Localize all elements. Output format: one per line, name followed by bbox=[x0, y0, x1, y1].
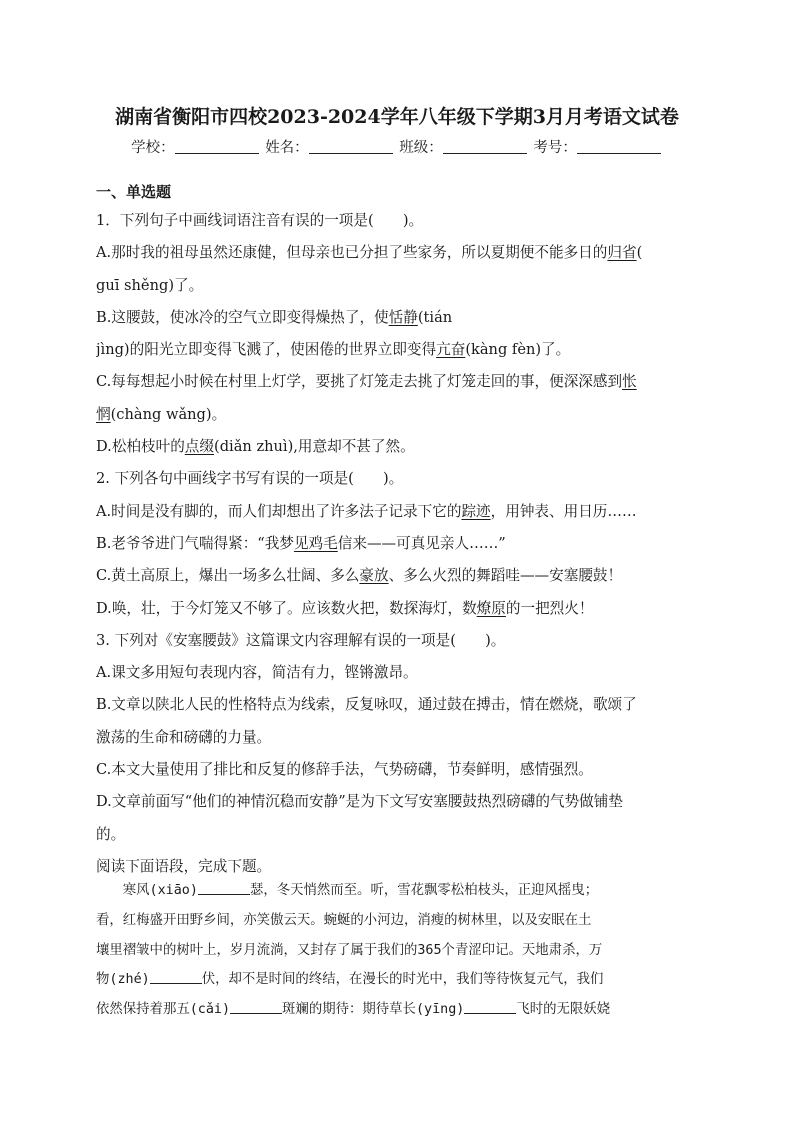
q1-stem: 1．下列句子中画线词语注音有误的一项是( )。 bbox=[96, 212, 424, 229]
q3-stem: 3. 下列对《安塞腰鼓》这篇课文内容理解有误的一项是( )。 bbox=[96, 631, 506, 649]
q1-option-a: A.那时我的祖母虽然还康健，但母亲也已分担了些家务，所以夏期便不能多日的归省( bbox=[96, 244, 643, 262]
questions-body bbox=[96, 205, 702, 883]
name-label: 姓名： bbox=[265, 140, 309, 156]
q1-option-b-cont: jìng)的阳光立即变得飞溅了，使困倦的世界立即变得亢奋(kàng fèn)了。 bbox=[96, 341, 571, 359]
q3-option-d: D.文章前面写“他们的神情沉稳而安静”是为下文写安塞腰鼓热烈磅礴的气势做铺垫 bbox=[96, 793, 623, 811]
q2-option-d: D.唤，壮，于今灯笼又不够了。应该数火把，数探海灯，数燎原的一把烈火！ bbox=[96, 599, 594, 617]
q1-option-a-cont: guī shěng)了。 bbox=[96, 276, 204, 294]
passage-line-5: 依然保持着那五(cǎi) 斑斓的期待：期待草长(yīng) 飞时的无限妖娆 bbox=[96, 1002, 611, 1018]
fill-blank-3[interactable] bbox=[230, 1000, 282, 1014]
q3-option-b: B.文章以陕北人民的性格特点为线索，反复咏叹，通过鼓在搏击，情在燃烧，歌颂了 bbox=[96, 696, 637, 714]
reading-intro: 阅读下面语段，完成下题。 bbox=[96, 857, 272, 875]
q1-option-b: B.这腰鼓，使冰冷的空气立即变得燥热了，使恬静(tián bbox=[96, 308, 453, 326]
q3-option-c: C.本文大量使用了排比和反复的修辞手法，气势磅礴，节奏鲜明，感情强烈。 bbox=[96, 761, 593, 779]
q1-b-underline-2: 亢奋 bbox=[436, 341, 466, 359]
name-blank[interactable] bbox=[309, 139, 393, 154]
fill-blank-2[interactable] bbox=[150, 970, 202, 984]
number-label: 考号： bbox=[533, 140, 577, 156]
passage-line-3: 壤里褶皱中的树叶上，岁月流淌，又封存了属于我们的365个青涩印记。天地肃杀，万 bbox=[96, 942, 603, 958]
q2-a-underline: 踪迹 bbox=[461, 502, 491, 520]
q2-option-c: C.黄土高原上，爆出一场多么壮阔、多么豪放、多么火烈的舞蹈哇——安塞腰鼓！ bbox=[96, 567, 623, 585]
q2-c-underline: 豪放 bbox=[359, 567, 389, 585]
q3-option-a: A.课文多用短句表现内容，简洁有力，铿锵激昂。 bbox=[96, 664, 418, 682]
q1-option-c: C.每每想起小时候在村里上灯学，要挑了灯笼走去挑了灯笼走回的事，便深深感到怅 bbox=[96, 373, 637, 391]
number-blank[interactable] bbox=[577, 139, 661, 154]
exam-title: 湖南省衡阳市四校2023-2024学年八年级下学期3月月考语文试卷 bbox=[115, 106, 679, 128]
q2-b-underline: 见鸡毛 bbox=[293, 534, 338, 552]
q1-c-underline-1: 怅 bbox=[622, 373, 637, 391]
section-heading: 一、单选题 bbox=[96, 183, 172, 201]
student-info-line bbox=[0, 136, 794, 157]
passage-line-2: 看，红梅盛开田野乡间，亦笑傲云天。蜿蜒的小河边，消瘦的树林里，以及安眠在土 bbox=[96, 912, 592, 928]
q1-a-underline: 归省 bbox=[607, 244, 637, 262]
reading-passage bbox=[96, 876, 702, 1025]
q3-option-b-cont: 激荡的生命和磅礴的力量。 bbox=[96, 728, 272, 746]
q1-c-underline-2: 惘 bbox=[96, 405, 111, 423]
q2-option-b: B.老爷爷进门气喘得紧：“我梦见鸡毛信来——可真见亲人……” bbox=[96, 534, 506, 552]
fill-blank-4[interactable] bbox=[464, 1000, 516, 1014]
school-label: 学校： bbox=[131, 140, 175, 156]
q1-option-c-cont: 惘(chàng wǎng)。 bbox=[96, 405, 227, 423]
class-label: 班级： bbox=[399, 140, 443, 156]
passage-line-4: 物(zhé) 伏，却不是时间的终结，在漫长的时光中，我们等待恢复元气，我们 bbox=[96, 972, 604, 988]
q1-d-underline: 点缀 bbox=[184, 438, 214, 456]
q3-option-d-cont: 的。 bbox=[96, 825, 126, 843]
q2-stem: 2. 下列各句中画线字书写有误的一项是( )。 bbox=[96, 470, 404, 488]
fill-blank-1[interactable] bbox=[198, 881, 250, 895]
q2-option-a: A.时间是没有脚的，而人们却想出了许多法子记录下它的踪迹，用钟表、用日历…… bbox=[96, 502, 637, 520]
passage-line-1: 寒风(xiāo) 瑟，冬天悄然而至。听，雪花飘零松柏枝头，正迎风摇曳； bbox=[96, 883, 599, 898]
q1-option-d: D.松柏枝叶的点缀(diǎn zhuì),用意却不甚了然。 bbox=[96, 438, 415, 456]
q2-d-underline: 燎原 bbox=[476, 599, 506, 617]
class-blank[interactable] bbox=[443, 139, 527, 154]
school-blank[interactable] bbox=[175, 139, 259, 154]
q1-b-underline-1: 恬静 bbox=[388, 308, 418, 326]
